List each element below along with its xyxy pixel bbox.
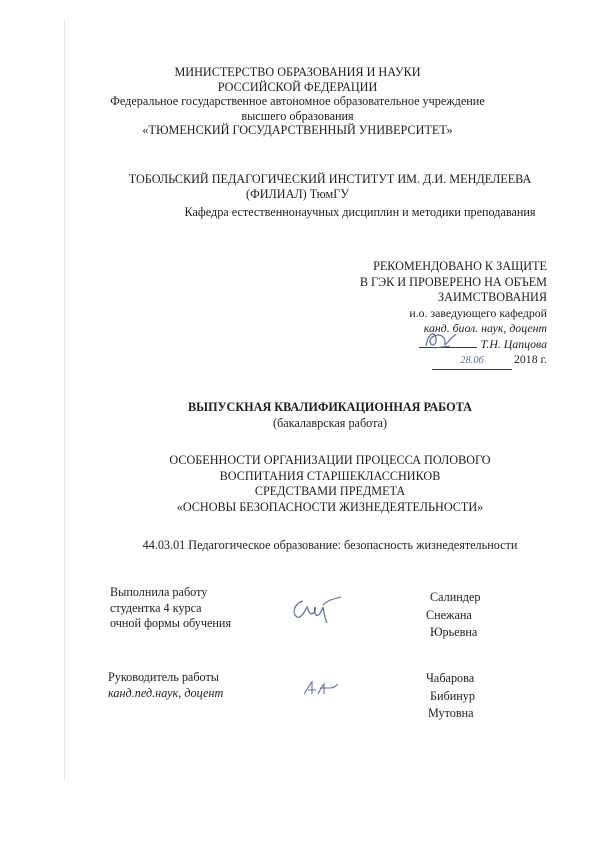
department-name: Кафедра естественнонаучных дисциплин и методики преподавания xyxy=(184,205,536,219)
approval-role: и.о. заведующего кафедрой xyxy=(409,305,547,320)
ministry-header xyxy=(0,65,595,138)
ministry-line-2: РОССИЙСКОЙ ФЕДЕРАЦИИ xyxy=(217,79,378,94)
institute-line-2: (ФИЛИАЛ) ТюмГУ xyxy=(246,187,349,201)
institute-header xyxy=(0,172,595,187)
thesis-title-line-4: «ОСНОВЫ БЕЗОПАСНОСТИ ЖИЗНЕДЕЯТЕЛЬНОСТИ» xyxy=(176,499,484,514)
approval-year: 2018 г. xyxy=(514,352,547,366)
specialty: 44.03.01 Педагогическое образование: безопасность жизнедеятельности xyxy=(142,538,518,552)
institution-line-2: высшего образования xyxy=(241,108,354,123)
student-label-line-3: очной формы обучения xyxy=(110,616,232,631)
student-label-line-1: Выполнила работу xyxy=(110,585,208,599)
approval-degree: канд. биол. наук, доцент xyxy=(423,321,547,335)
institute-header-2 xyxy=(0,187,595,202)
specialty-block xyxy=(0,538,595,554)
supervisor-signature xyxy=(300,678,340,700)
student-surname: Салиндер xyxy=(430,590,481,604)
student-signature xyxy=(287,593,347,625)
department-header xyxy=(0,205,595,220)
thesis-title-block xyxy=(0,453,595,515)
student-name xyxy=(426,589,480,642)
student-patronymic: Юрьевна xyxy=(430,625,478,639)
supervisor-patronymic: Мутовна xyxy=(428,706,474,720)
approval-date-handwritten: 28.06 xyxy=(432,353,512,370)
supervisor-label-line-2: канд.пед.наук, доцент xyxy=(108,685,224,700)
university-name: «ТЮМЕНСКИЙ ГОСУДАРСТВЕННЫЙ УНИВЕРСИТЕТ» xyxy=(142,123,453,138)
approval-line-1: РЕКОМЕНДОВАНО К ЗАЩИТЕ xyxy=(373,259,547,273)
approval-line-3: ЗАИМСТВОВАНИЯ xyxy=(438,290,547,304)
ministry-line-1: МИНИСТЕРСТВО ОБРАЗОВАНИЯ И НАУКИ xyxy=(174,65,421,79)
thesis-title-line-1: ОСОБЕННОСТИ ОРГАНИЗАЦИИ ПРОЦЕССА ПОЛОВОГО xyxy=(169,453,491,467)
work-type-block xyxy=(0,400,595,431)
approval-name: Т.Н. Цапцова xyxy=(480,336,547,351)
thesis-title-line-3: СРЕДСТВАМИ ПРЕДМЕТА xyxy=(254,484,406,498)
work-subtype: (бакалаврская работа) xyxy=(272,415,388,430)
supervisor-label-line-1: Руководитель работы xyxy=(108,670,219,684)
student-label xyxy=(110,585,231,632)
thesis-title-line-2: ВОСПИТАНИЯ СТАРШЕКЛАССНИКОВ xyxy=(219,468,441,483)
approval-line-2: В ГЭК И ПРОВЕРЕНО НА ОБЪЕМ xyxy=(359,274,547,289)
student-label-line-2: студентка 4 курса xyxy=(110,600,202,615)
supervisor-label xyxy=(108,670,223,701)
work-type: ВЫПУСКНАЯ КВАЛИФИКАЦИОННАЯ РАБОТА xyxy=(188,400,472,414)
institution-line-1: Федеральное государственное автономное образовательное учреждение xyxy=(110,94,485,109)
approval-signature xyxy=(420,326,460,354)
supervisor-name xyxy=(426,670,475,723)
supervisor-surname: Чабарова xyxy=(426,671,475,685)
student-first-name: Снежана xyxy=(426,607,472,622)
institute-line-1: ТОБОЛЬСКИЙ ПЕДАГОГИЧЕСКИЙ ИНСТИТУТ ИМ. Д.И. МЕНДЕЛЕЕВА xyxy=(128,172,532,186)
supervisor-first-name: Бибинур xyxy=(430,688,475,703)
approval-date-row xyxy=(360,352,547,370)
